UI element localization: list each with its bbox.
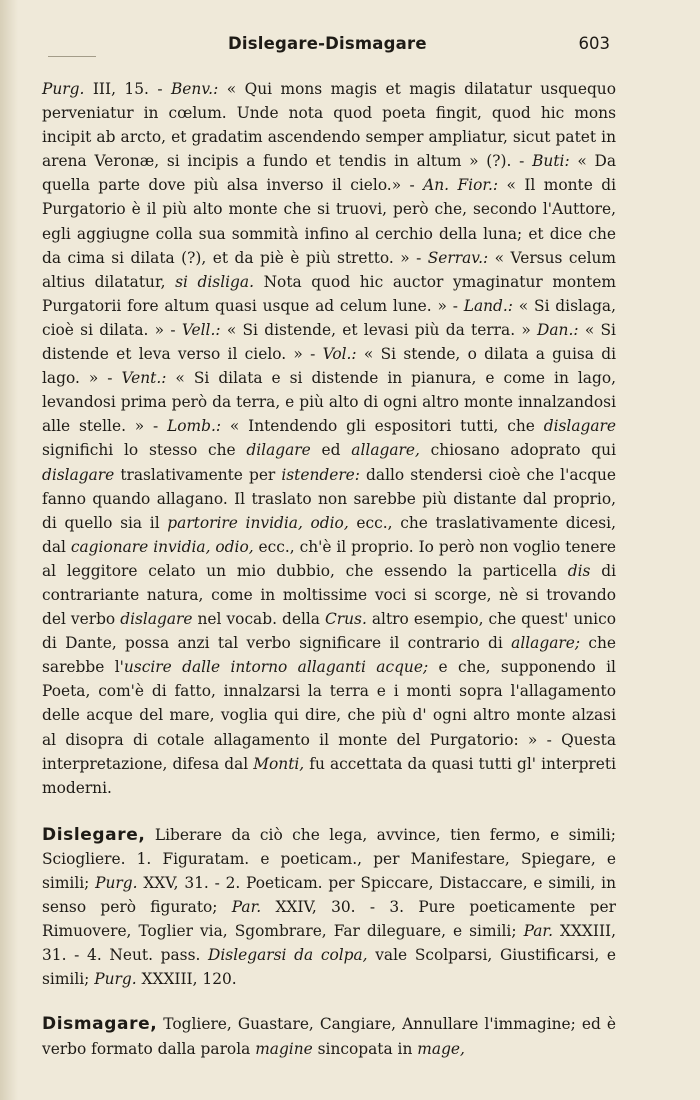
text-run: chiosano adoprato qui bbox=[419, 441, 616, 460]
text-run: « Versus celum altius dilatatur, bbox=[42, 248, 616, 291]
text-run: XXXIII, 31. - 4. Neut. pass. bbox=[42, 922, 616, 965]
text-run: nel vocab. della bbox=[192, 610, 326, 629]
text-run: « Si distende et leva verso il cielo. » - bbox=[42, 320, 616, 364]
text-run: Liberare da ciò che lega, avvince, tien fermo, e simili; Sciogliere. 1. Figuratam. e poeticam., per Manifestare, Spiegare, e simili; bbox=[42, 825, 616, 892]
text-run: « Si distende, et levasi più da terra. » bbox=[220, 320, 538, 339]
commentator: An. Fior.: bbox=[423, 176, 499, 195]
citation: Par. bbox=[231, 898, 262, 917]
emphasis: dilagare bbox=[246, 441, 311, 460]
commentator: Buti: bbox=[532, 152, 570, 171]
text-run: fu accettata da quasi tutti gl' interpreti moderni. bbox=[42, 754, 616, 797]
text-run: XXIV, 30. - 3. Pure poeticamente per Rimuovere, Toglier via, Sgombrare, Far dileguare, e simili; bbox=[42, 898, 616, 941]
emphasis: dislagare bbox=[42, 465, 115, 484]
emphasis: mage, bbox=[417, 1039, 465, 1058]
entry-dislegare bbox=[42, 823, 616, 992]
emphasis: Monti, bbox=[253, 754, 305, 773]
text-run: e che, supponendo il Poeta, com'è di fatto, innalzarsi la terra e i monti sopra l'allagamento delle acque del mare, voglia qui dire, che più d' ogni altro monte alzasi al disopra di cotale allagamento il monte del Purgatorio: » - Questa interpretazione, difesa dal bbox=[42, 658, 616, 773]
commentator: Lomb.: bbox=[167, 417, 222, 436]
text-run: « Si dislaga, cioè si dilata. » - bbox=[42, 296, 617, 339]
paragraph-spacer bbox=[42, 991, 616, 1012]
text-run: « Si stende, o dilata a guisa di lago. » - bbox=[42, 345, 617, 388]
text-run: « Da quella parte dove più alsa inverso il cielo.» - bbox=[42, 152, 617, 195]
entry-dismagare bbox=[42, 1012, 616, 1060]
headword: Dislegare, bbox=[42, 824, 146, 845]
paragraph-spacer bbox=[42, 800, 616, 823]
text-run: XXV, 31. - 2. Poeticam. per Spiccare, Distaccare, e simili, in senso però figurato; bbox=[42, 874, 616, 917]
citation: Par. bbox=[523, 922, 553, 941]
text-run: ecc., ch'è il proprio. Io però non voglio tenere al leggitore celato un mio dubbio, che essendo la particella bbox=[42, 537, 616, 580]
commentator: Land.: bbox=[463, 296, 513, 315]
text-run: « Intendendo gli espositori tutti, che bbox=[221, 417, 544, 436]
citation: Purg. bbox=[94, 970, 137, 989]
text-run: significhi lo stesso che bbox=[42, 441, 247, 460]
page-title: Dislegare-Dismagare bbox=[228, 34, 427, 53]
citation: Purg. bbox=[95, 874, 138, 892]
commentator: Benv.: bbox=[170, 80, 219, 98]
emphasis: Dislegarsi da colpa, bbox=[208, 946, 368, 965]
text-run: dallo stendersi cioè che l'acque fanno quando allagano. Il traslato non sarebbe più distante dal proprio, di quello sia il bbox=[42, 465, 617, 532]
emphasis: allagare, bbox=[351, 441, 420, 460]
page-number: 603 bbox=[578, 34, 610, 53]
emphasis: magine bbox=[255, 1039, 313, 1058]
text-run: « Si dilata e si distende in pianura, e come in lago, levandosi prima però da terra, e più alto di ogni altro monte innalzandosi alle stelle. » - bbox=[42, 369, 616, 436]
text-run: « Qui mons magis et magis dilatatur usquequo perveniatur in cœlum. Unde nota quod poeta fingit, quod hic mons incipit ab arcto, et gradatim ascendendo semper ampliatur, sicut patet in arena Veronæ, si incipis a fundo et tendis in altum » (?). - bbox=[42, 80, 616, 171]
emphasis: Crus. bbox=[325, 610, 367, 629]
citation: Purg. bbox=[42, 80, 85, 98]
paragraph-commentary bbox=[42, 77, 616, 800]
emphasis: cagionare invidia, odio, bbox=[70, 537, 254, 556]
text-run: che sarebbe l' bbox=[42, 634, 616, 677]
commentator: Serrav.: bbox=[427, 248, 489, 267]
text-run: Togliere, Guastare, Cangiare, Annullare l'immagine; ed è verbo formato dalla parola bbox=[42, 1015, 616, 1058]
emphasis: partorire invidia, odio, bbox=[167, 513, 349, 532]
page-edge-shadow bbox=[0, 0, 18, 1100]
text-run: altro esempio, che quest' unico di Dante, possa anzi tal verbo significare il contrario di bbox=[42, 610, 616, 653]
running-header bbox=[48, 34, 608, 58]
text-run: di contrariante natura, come in moltissime voci si scorge, nè si trovando del verbo bbox=[42, 561, 616, 629]
text-run: III, 15. - bbox=[84, 80, 171, 98]
commentator: Dan.: bbox=[537, 320, 579, 339]
commentator: Vol.: bbox=[322, 345, 357, 364]
commentator: Vell.: bbox=[181, 320, 221, 339]
main-text bbox=[42, 77, 616, 1061]
text-run: traslativamente per bbox=[114, 465, 282, 484]
text-run: Nota quod hic auctor ymaginatur montem Purgatorii fore altum quasi usque ad celum lune. » - bbox=[42, 272, 616, 315]
emphasis: si disliga. bbox=[175, 272, 254, 291]
text-run: ed bbox=[310, 441, 352, 460]
emphasis: uscire dalle intorno allaganti acque; bbox=[123, 658, 429, 677]
emphasis: dis bbox=[567, 561, 591, 580]
text-run: « Il monte di Purgatorio è il più alto monte che si truovi, però che, secondo l'Auttore, egli aggiugne colla sua sommità infino al cerchio della luna; et dice che da cima si dilata (?), et da piè è più stretto. » - bbox=[42, 176, 617, 267]
header-rule bbox=[48, 56, 96, 57]
headword: Dismagare, bbox=[42, 1014, 158, 1035]
emphasis: allagare; bbox=[511, 634, 581, 653]
emphasis: dislagare bbox=[543, 417, 616, 436]
text-run: ecc., che traslativamente dicesi, dal bbox=[42, 513, 616, 556]
emphasis: dislagare bbox=[120, 610, 193, 629]
text-run: XXXIII, 120. bbox=[136, 970, 237, 989]
commentator: Vent.: bbox=[121, 369, 167, 388]
text-run: vale Scolparsi, Giustificarsi, e simili; bbox=[42, 946, 617, 989]
emphasis: istendere: bbox=[281, 465, 360, 484]
text-run: sincopata in bbox=[312, 1039, 418, 1058]
